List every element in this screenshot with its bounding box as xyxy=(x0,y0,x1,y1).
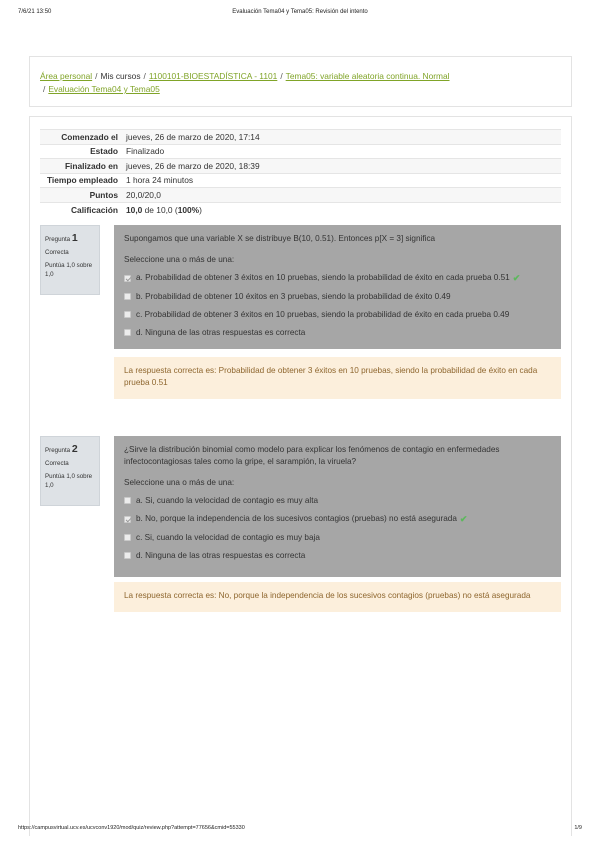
print-url: https://campusvirtual.ucv.es/ucvconv1920/mod/quiz/review.php?attempt=77656&cmid=55330 xyxy=(18,825,245,831)
answer-option-b[interactable] xyxy=(124,291,551,303)
summary-row xyxy=(40,188,561,203)
breadcrumb-separator: / xyxy=(95,71,98,81)
answer-option-a[interactable] xyxy=(124,272,551,285)
checkbox[interactable] xyxy=(124,293,131,300)
print-page-number: 1/9 xyxy=(574,825,582,831)
summary-row xyxy=(40,144,561,159)
breadcrumb-course-link[interactable]: 1100101-BIOESTADÍSTICA - 1101 xyxy=(148,71,278,81)
breadcrumb-separator: / xyxy=(143,71,146,81)
question-label: Pregunta xyxy=(45,236,71,243)
question-number-value: 1 xyxy=(71,232,78,244)
print-date: 7/6/21 13:50 xyxy=(18,9,52,15)
summary-label: Estado xyxy=(40,144,122,159)
print-header xyxy=(18,9,582,19)
navigation-card xyxy=(29,56,572,107)
checkbox[interactable] xyxy=(124,311,131,318)
correct-check-icon: ✔ xyxy=(459,513,468,524)
question-1-content xyxy=(114,225,561,349)
answer-option-c[interactable] xyxy=(124,532,551,544)
correct-check-icon: ✔ xyxy=(512,272,521,283)
breadcrumb-section-link[interactable]: Tema05: variable aleatoria continua. Normal xyxy=(285,71,450,81)
answer-text: b. No, porque la independencia de los sucesivos contagios (pruebas) no está asegurada xyxy=(136,514,457,524)
print-footer xyxy=(18,825,582,835)
attempt-summary-table xyxy=(40,129,561,217)
answer-text: b. Probabilidad de obtener 10 éxitos en 3 pruebas, siendo la probabilidad de éxito 0.49 xyxy=(136,291,451,301)
question-2-info xyxy=(40,436,100,506)
checkbox-checked[interactable] xyxy=(124,275,131,282)
question-prompt: Seleccione una o más de una: xyxy=(124,254,235,264)
question-number-value: 2 xyxy=(71,443,78,455)
checkbox[interactable] xyxy=(124,329,131,336)
question-2-content xyxy=(114,436,561,577)
breadcrumb-home-link[interactable]: Área personal xyxy=(40,71,93,81)
question-text: ¿Sirve la distribución binomial como modelo para explicar los fenómenos de contagio en enfermedades infectocontagiosas tales como la gripe, el sarampión, la viruela? xyxy=(124,445,500,466)
summary-value: 1 hora 24 minutos xyxy=(122,173,561,188)
question-text: Supongamos que una variable X se distribuye B(10, 0.51). Entonces p[X = 3] significa xyxy=(124,234,436,243)
checkbox-checked[interactable] xyxy=(124,516,131,523)
summary-label: Finalizado en xyxy=(40,159,122,174)
grade-close: ) xyxy=(199,204,202,215)
question-1-info xyxy=(40,225,100,295)
question-1-feedback: La respuesta correcta es: Probabilidad de obtener 3 éxitos en 10 pruebas, siendo la probabilidad de éxito en cada prueba 0.51 xyxy=(114,357,561,399)
question-grade: Puntúa 1,0 sobre 1,0 xyxy=(45,473,93,490)
answer-text: a. Probabilidad de obtener 3 éxitos en 10 pruebas, siendo la probabilidad de éxito en cada prueba 0.51 xyxy=(136,273,510,283)
answer-option-b[interactable] xyxy=(124,513,551,526)
question-grade: Puntúa 1,0 sobre 1,0 xyxy=(45,262,93,279)
answer-option-d[interactable] xyxy=(124,550,551,562)
summary-label: Tiempo empleado xyxy=(40,173,122,188)
summary-value: jueves, 26 de marzo de 2020, 18:39 xyxy=(122,159,561,174)
question-number xyxy=(45,442,95,457)
summary-label: Calificación xyxy=(40,202,122,217)
summary-value: Finalizado xyxy=(122,144,561,159)
breadcrumb-separator: / xyxy=(280,71,283,81)
answer-text: c. Si, cuando la velocidad de contagio es muy baja xyxy=(136,532,320,542)
summary-row xyxy=(40,159,561,174)
summary-label: Comenzado el xyxy=(40,130,122,145)
answer-text: a. Si, cuando la velocidad de contagio es muy alta xyxy=(136,495,319,505)
question-state: Correcta xyxy=(45,459,69,467)
summary-row xyxy=(40,202,561,217)
summary-row xyxy=(40,130,561,145)
attempt-review-card xyxy=(29,116,572,836)
summary-value: 20,0/20,0 xyxy=(122,188,561,203)
question-label: Pregunta xyxy=(45,447,71,454)
answer-text: d. Ninguna de las otras respuestas es correcta xyxy=(136,550,306,560)
breadcrumb-my-courses: Mis cursos xyxy=(100,71,141,81)
answer-option-a[interactable] xyxy=(124,495,551,507)
checkbox[interactable] xyxy=(124,497,131,504)
grade-percent: 100% xyxy=(177,204,200,215)
summary-row xyxy=(40,173,561,188)
print-title: Evaluación Tema04 y Tema05: Revisión del intento xyxy=(232,9,368,15)
question-number xyxy=(45,231,95,246)
breadcrumb-quiz-link[interactable]: Evaluación Tema04 y Tema05 xyxy=(48,84,160,94)
summary-grade-value xyxy=(122,202,561,217)
question-state: Correcta xyxy=(45,248,69,256)
checkbox[interactable] xyxy=(124,534,131,541)
breadcrumb xyxy=(40,70,561,96)
answer-text: c. Probabilidad de obtener 3 éxitos en 10 pruebas, siendo la probabilidad de éxito en cada prueba 0.49 xyxy=(136,309,510,319)
checkbox[interactable] xyxy=(124,552,131,559)
summary-label: Puntos xyxy=(40,188,122,203)
grade-max: de 10,0 ( xyxy=(144,204,178,215)
summary-value: jueves, 26 de marzo de 2020, 17:14 xyxy=(122,130,561,145)
grade-score: 10,0 xyxy=(126,204,143,215)
answer-option-c[interactable] xyxy=(124,309,551,321)
question-prompt: Seleccione una o más de una: xyxy=(124,477,235,487)
breadcrumb-separator: / xyxy=(43,84,46,94)
question-2-feedback: La respuesta correcta es: No, porque la independencia de los sucesivos contagios (pruebas) no está asegurada xyxy=(114,582,561,612)
answer-option-d[interactable] xyxy=(124,327,551,339)
answer-text: d. Ninguna de las otras respuestas es correcta xyxy=(136,327,306,337)
